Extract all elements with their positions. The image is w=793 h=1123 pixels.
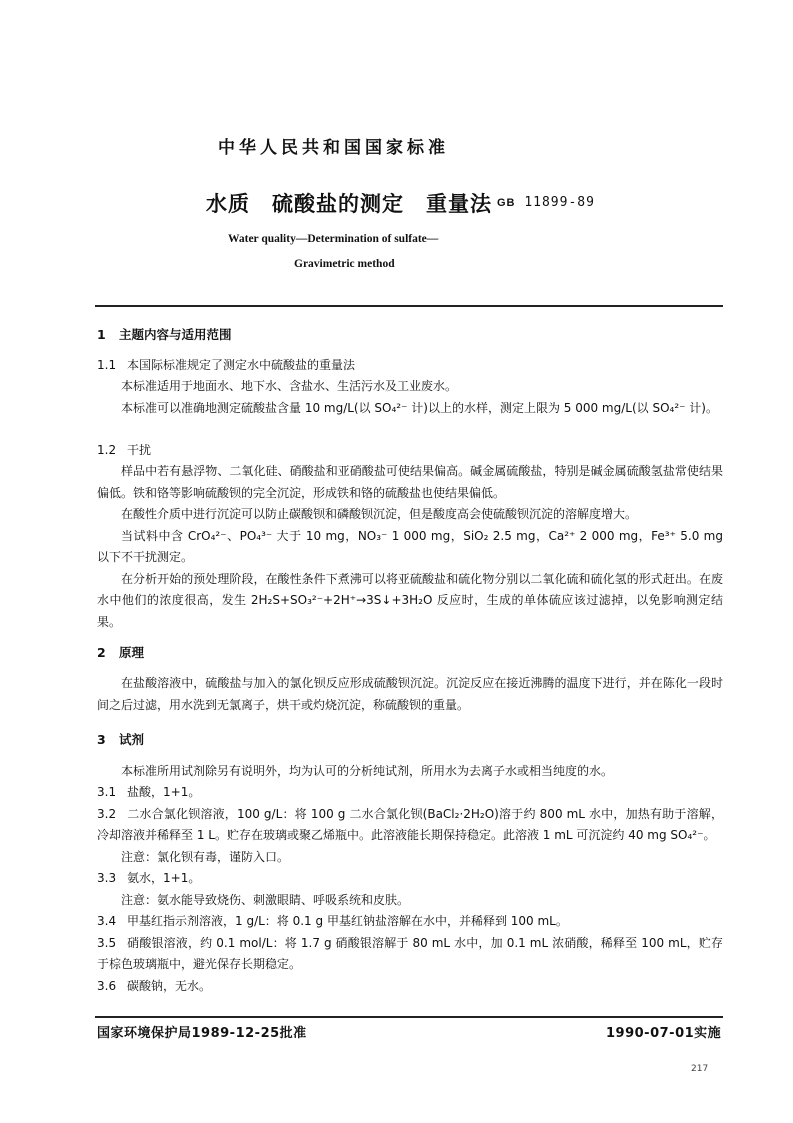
- reagent-item: 3.5 硝酸银溶液，约 0.1 mol/L：将 1.7 g 硝酸银溶解于 80 mL 水中，加 0.1 mL 浓硝酸，稀释至 100 mL，贮存于棕色玻璃瓶中，避光保存长期稳定。: [97, 935, 723, 971]
- document-title-cn: [206, 188, 492, 218]
- section-2-heading: 2 原理: [97, 645, 145, 660]
- reagent-item: 3.1 盐酸，1+1。: [97, 785, 201, 799]
- standard-code: [497, 195, 595, 210]
- implementation-date: 1990-07-01实施: [606, 1026, 722, 1041]
- reagent-note: 注意：氨水能导致烧伤、刺激眼睛、呼吸系统和皮肤。: [121, 892, 410, 907]
- section-1-heading: 1 主题内容与适用范围: [97, 327, 232, 342]
- reagent-list: [97, 782, 723, 997]
- reagent-item: 3.2 二水合氯化钡溶液，100 g/L：将 100 g 二水合氯化钡(BaCl₂·2H₂O)溶于约 800 mL 水中，加热有助于溶解，冷却溶液并稀释至 1 L。贮存在玻璃或聚乙烯瓶中。此溶液能长期保持稳定。此溶液 1 mL 可沉淀约 40 mg SO₄²⁻。: [97, 806, 723, 842]
- section-3-heading: 3 试剂: [97, 732, 145, 747]
- reagent-item: 3.6 碳酸钠，无水。: [97, 978, 212, 993]
- subsection-1-2-heading: 1.2 干扰: [97, 443, 152, 457]
- approval-info: 国家环境保护局1989-12-25批准: [97, 1026, 307, 1041]
- page-number: 217: [691, 1064, 709, 1074]
- subsection-1-1-heading: 1.1 本国际标准规定了测定水中硫酸盐的重量法: [97, 358, 356, 372]
- document-title-en-line2: Gravimetric method: [294, 258, 395, 270]
- reagent-note: 注意：氯化钡有毒，谨防入口。: [121, 849, 290, 864]
- paragraph: 样品中若有悬浮物、二氧化硅、硝酸盐和亚硝酸盐可使结果偏高。碱金属硫酸盐，特别是碱金属硫酸氢盐常使结果偏低。铁和铬等影响硫酸钡的完全沉淀，形成铁和铬的硫酸盐也使结果偏低。 在酸性介质中进行沉淀可以防止碳酸钡和磷酸钡沉淀，但是酸度高会使硫酸钡沉淀的溶解度增大。 当试料中含 CrO₄²⁻、PO₄³⁻ 大于 10 mg，NO₃⁻ 1 000 mg，SiO₂ 2.5 mg，Ca²⁺ 2 000 mg，Fe³⁺ 5.0 mg 以下不干扰测定。 在分析开始的预处理阶段，在酸性条件下煮沸可以将亚硫酸盐和硫化物分别以二氧化硫和硫化氢的形式赶出。在废水中他们的浓度很高，发生 2H₂S+SO₃²⁻+2H⁺→3S↓+3H₂O 反应时，生成的单体硫应该过滤掉，以免影响测定结果。: [97, 464, 723, 629]
- title-part-3: 重量法: [426, 192, 492, 216]
- title-part-2: 硫酸盐的测定: [272, 192, 404, 216]
- reagent-item: 3.3 氨水，1+1。: [97, 871, 201, 885]
- document-title-en-line1: Water quality—Determination of sulfate—: [228, 233, 439, 245]
- paragraph: 在盐酸溶液中，硫酸盐与加入的氯化钡反应形成硫酸钡沉淀。沉淀反应在接近沸腾的温度下进行，并在陈化一段时间之后过滤，用水洗到无氯离子，烘干或灼烧沉淀，称硫酸钡的重量。: [97, 676, 723, 712]
- header-divider: [95, 305, 723, 307]
- paragraph: 本标准适用于地面水、地下水、含盐水、生活污水及工业废水。 本标准可以准确地测定硫酸盐含量 10 mg/L(以 SO₄²⁻ 计)以上的水样，测定上限为 5 000 mg/L(以 SO₄²⁻ 计)。: [121, 379, 718, 415]
- paragraph: 本标准所用试剂除另有说明外，均为认可的分析纯试剂，所用水为去离子水或相当纯度的水。: [121, 764, 614, 778]
- title-part-1: 水质: [206, 192, 250, 216]
- standard-type-heading: 中华人民共和国国家标准: [218, 138, 449, 158]
- reagent-item: 3.4 甲基红指示剂溶液，1 g/L：将 0.1 g 甲基红钠盐溶解在水中，并稀释到 100 mL。: [97, 914, 568, 928]
- footer-divider: [95, 1016, 723, 1018]
- code-number: 11899-89: [524, 195, 595, 210]
- code-prefix: GB: [497, 197, 516, 209]
